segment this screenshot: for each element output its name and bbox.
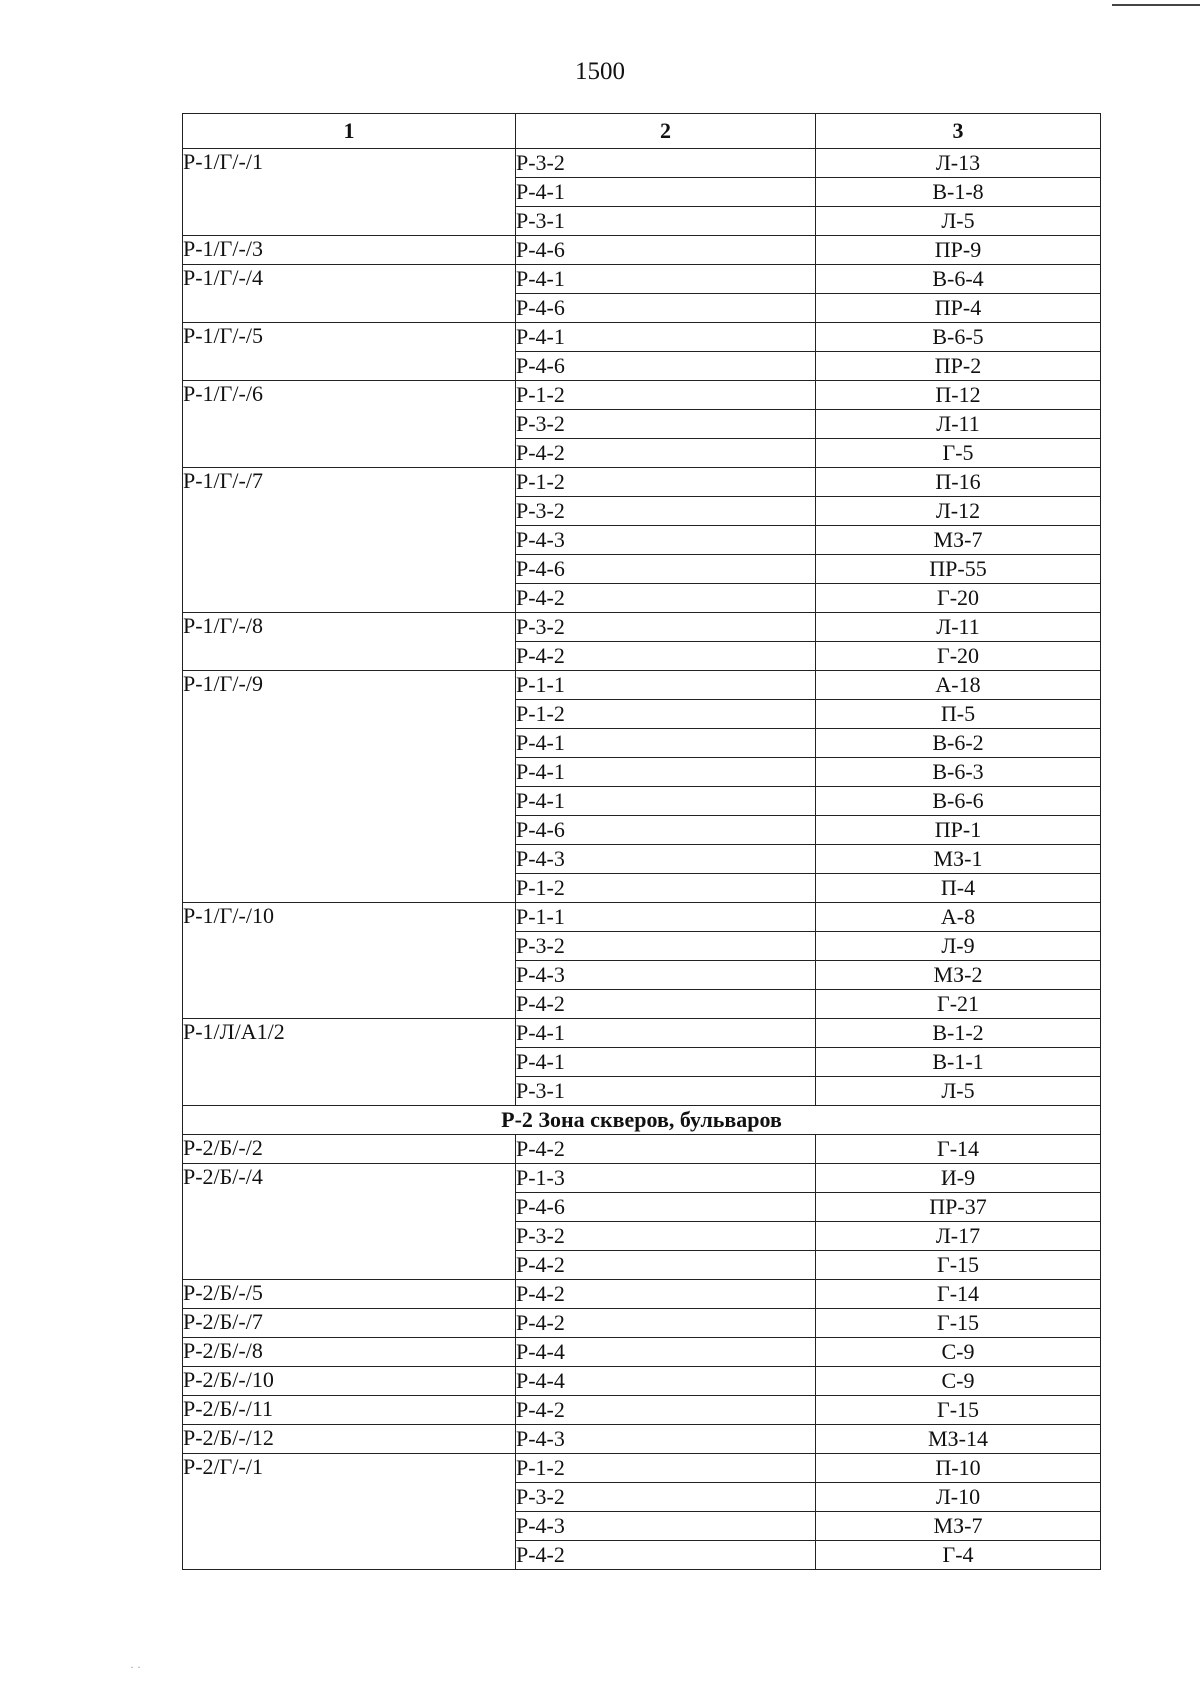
table-row <box>183 381 1101 410</box>
zone-code-cell: Р-1/Г/-/10 <box>183 903 516 1019</box>
object-code-cell: ПР-55 <box>816 555 1101 584</box>
zone-code-cell: Р-2/Б/-/11 <box>183 1396 516 1425</box>
usage-code-cell: Р-4-1 <box>516 1048 816 1077</box>
usage-code-cell: Р-3-2 <box>516 410 816 439</box>
object-code-cell: Г-15 <box>816 1251 1101 1280</box>
zone-code-cell: Р-1/Г/-/8 <box>183 613 516 671</box>
zone-code-cell: Р-2/Б/-/8 <box>183 1338 516 1367</box>
usage-code-cell: Р-4-4 <box>516 1367 816 1396</box>
object-code-cell: МЗ-14 <box>816 1425 1101 1454</box>
table-row <box>183 1164 1101 1193</box>
usage-code-cell: Р-1-2 <box>516 381 816 410</box>
table-header-row <box>183 114 1101 149</box>
usage-code-cell: Р-3-2 <box>516 932 816 961</box>
object-code-cell: МЗ-2 <box>816 961 1101 990</box>
object-code-cell: ПР-2 <box>816 352 1101 381</box>
usage-code-cell: Р-1-1 <box>516 671 816 700</box>
zone-code-cell: Р-1/Г/-/4 <box>183 265 516 323</box>
zone-code-cell: Р-1/Г/-/3 <box>183 236 516 265</box>
table-row <box>183 1309 1101 1338</box>
zone-code-cell: Р-2/Б/-/2 <box>183 1135 516 1164</box>
object-code-cell: Л-11 <box>816 410 1101 439</box>
usage-code-cell: Р-4-2 <box>516 1396 816 1425</box>
object-code-cell: Л-13 <box>816 149 1101 178</box>
zone-code-cell: Р-1/Г/-/5 <box>183 323 516 381</box>
zone-code-cell: Р-2/Г/-/1 <box>183 1454 516 1570</box>
zone-code-cell: Р-2/Б/-/12 <box>183 1425 516 1454</box>
object-code-cell: Г-14 <box>816 1280 1101 1309</box>
usage-code-cell: Р-3-1 <box>516 1077 816 1106</box>
object-code-cell: ПР-1 <box>816 816 1101 845</box>
usage-code-cell: Р-4-2 <box>516 1251 816 1280</box>
object-code-cell: П-10 <box>816 1454 1101 1483</box>
object-code-cell: П-16 <box>816 468 1101 497</box>
object-code-cell: Г-20 <box>816 642 1101 671</box>
table-row <box>183 149 1101 178</box>
table-row <box>183 323 1101 352</box>
object-code-cell: В-6-6 <box>816 787 1101 816</box>
object-code-cell: МЗ-1 <box>816 845 1101 874</box>
object-code-cell: ПР-9 <box>816 236 1101 265</box>
table-row <box>183 1454 1101 1483</box>
table-row <box>183 1135 1101 1164</box>
zone-code-cell: Р-1/Г/-/9 <box>183 671 516 903</box>
scan-artifact: · · <box>130 1660 141 1674</box>
scan-edge-mark <box>1112 4 1200 6</box>
table-row <box>183 265 1101 294</box>
object-code-cell: П-12 <box>816 381 1101 410</box>
usage-code-cell: Р-4-6 <box>516 236 816 265</box>
table-row <box>183 236 1101 265</box>
usage-code-cell: Р-4-6 <box>516 294 816 323</box>
object-code-cell: ПР-4 <box>816 294 1101 323</box>
usage-code-cell: Р-4-3 <box>516 961 816 990</box>
object-code-cell: В-6-2 <box>816 729 1101 758</box>
usage-code-cell: Р-3-2 <box>516 149 816 178</box>
column-header-1: 1 <box>183 114 516 149</box>
usage-code-cell: Р-1-2 <box>516 1454 816 1483</box>
usage-code-cell: Р-4-1 <box>516 178 816 207</box>
table-body <box>183 149 1101 1570</box>
zone-code-cell: Р-2/Б/-/10 <box>183 1367 516 1396</box>
usage-code-cell: Р-4-1 <box>516 323 816 352</box>
object-code-cell: Л-17 <box>816 1222 1101 1251</box>
object-code-cell: МЗ-7 <box>816 1512 1101 1541</box>
zone-code-cell: Р-2/Б/-/4 <box>183 1164 516 1280</box>
object-code-cell: Л-5 <box>816 1077 1101 1106</box>
object-code-cell: В-6-4 <box>816 265 1101 294</box>
object-code-cell: П-5 <box>816 700 1101 729</box>
usage-code-cell: Р-4-1 <box>516 758 816 787</box>
usage-code-cell: Р-3-2 <box>516 613 816 642</box>
object-code-cell: В-1-2 <box>816 1019 1101 1048</box>
column-header-2: 2 <box>516 114 816 149</box>
usage-code-cell: Р-4-2 <box>516 1135 816 1164</box>
object-code-cell: Г-15 <box>816 1396 1101 1425</box>
usage-code-cell: Р-4-2 <box>516 439 816 468</box>
object-code-cell: В-1-8 <box>816 178 1101 207</box>
usage-code-cell: Р-4-4 <box>516 1338 816 1367</box>
usage-code-cell: Р-4-2 <box>516 1280 816 1309</box>
table-row <box>183 671 1101 700</box>
usage-code-cell: Р-4-1 <box>516 1019 816 1048</box>
table-row <box>183 1338 1101 1367</box>
usage-code-cell: Р-4-2 <box>516 584 816 613</box>
object-code-cell: ПР-37 <box>816 1193 1101 1222</box>
zone-code-cell: Р-1/Г/-/7 <box>183 468 516 613</box>
table-row <box>183 1367 1101 1396</box>
zone-code-cell: Р-2/Б/-/7 <box>183 1309 516 1338</box>
usage-code-cell: Р-4-3 <box>516 845 816 874</box>
object-code-cell: В-6-3 <box>816 758 1101 787</box>
usage-code-cell: Р-4-6 <box>516 555 816 584</box>
column-header-3: 3 <box>816 114 1101 149</box>
usage-code-cell: Р-4-6 <box>516 1193 816 1222</box>
table-row <box>183 1280 1101 1309</box>
object-code-cell: Л-9 <box>816 932 1101 961</box>
object-code-cell: П-4 <box>816 874 1101 903</box>
usage-code-cell: Р-1-3 <box>516 1164 816 1193</box>
usage-code-cell: Р-4-2 <box>516 1541 816 1570</box>
object-code-cell: Л-11 <box>816 613 1101 642</box>
usage-code-cell: Р-4-2 <box>516 1309 816 1338</box>
zone-code-cell: Р-1/Л/А1/2 <box>183 1019 516 1106</box>
object-code-cell: Г-21 <box>816 990 1101 1019</box>
object-code-cell: Г-14 <box>816 1135 1101 1164</box>
object-code-cell: Л-10 <box>816 1483 1101 1512</box>
usage-code-cell: Р-4-3 <box>516 1512 816 1541</box>
zone-code-cell: Р-1/Г/-/1 <box>183 149 516 236</box>
usage-code-cell: Р-4-2 <box>516 642 816 671</box>
table-row <box>183 903 1101 932</box>
usage-code-cell: Р-4-1 <box>516 787 816 816</box>
table-row <box>183 1396 1101 1425</box>
object-code-cell: С-9 <box>816 1338 1101 1367</box>
usage-code-cell: Р-1-2 <box>516 700 816 729</box>
usage-code-cell: Р-4-6 <box>516 352 816 381</box>
object-code-cell: А-18 <box>816 671 1101 700</box>
usage-code-cell: Р-4-6 <box>516 816 816 845</box>
zone-table <box>182 113 1101 1570</box>
usage-code-cell: Р-3-1 <box>516 207 816 236</box>
usage-code-cell: Р-1-1 <box>516 903 816 932</box>
section-title: Р-2 Зона скверов, бульваров <box>183 1106 1101 1135</box>
object-code-cell: МЗ-7 <box>816 526 1101 555</box>
section-row <box>183 1106 1101 1135</box>
object-code-cell: С-9 <box>816 1367 1101 1396</box>
page-number: 1500 <box>575 58 625 85</box>
object-code-cell: Г-5 <box>816 439 1101 468</box>
usage-code-cell: Р-3-2 <box>516 497 816 526</box>
table-row <box>183 613 1101 642</box>
object-code-cell: И-9 <box>816 1164 1101 1193</box>
object-code-cell: Л-12 <box>816 497 1101 526</box>
object-code-cell: Г-15 <box>816 1309 1101 1338</box>
usage-code-cell: Р-3-2 <box>516 1483 816 1512</box>
table-row <box>183 468 1101 497</box>
object-code-cell: В-6-5 <box>816 323 1101 352</box>
usage-code-cell: Р-4-3 <box>516 526 816 555</box>
table-row <box>183 1425 1101 1454</box>
table-row <box>183 1019 1101 1048</box>
usage-code-cell: Р-4-2 <box>516 990 816 1019</box>
object-code-cell: Л-5 <box>816 207 1101 236</box>
object-code-cell: А-8 <box>816 903 1101 932</box>
usage-code-cell: Р-4-3 <box>516 1425 816 1454</box>
usage-code-cell: Р-4-1 <box>516 265 816 294</box>
object-code-cell: Г-20 <box>816 584 1101 613</box>
zone-code-cell: Р-2/Б/-/5 <box>183 1280 516 1309</box>
object-code-cell: В-1-1 <box>816 1048 1101 1077</box>
usage-code-cell: Р-4-1 <box>516 729 816 758</box>
usage-code-cell: Р-1-2 <box>516 874 816 903</box>
zone-code-cell: Р-1/Г/-/6 <box>183 381 516 468</box>
usage-code-cell: Р-1-2 <box>516 468 816 497</box>
usage-code-cell: Р-3-2 <box>516 1222 816 1251</box>
object-code-cell: Г-4 <box>816 1541 1101 1570</box>
